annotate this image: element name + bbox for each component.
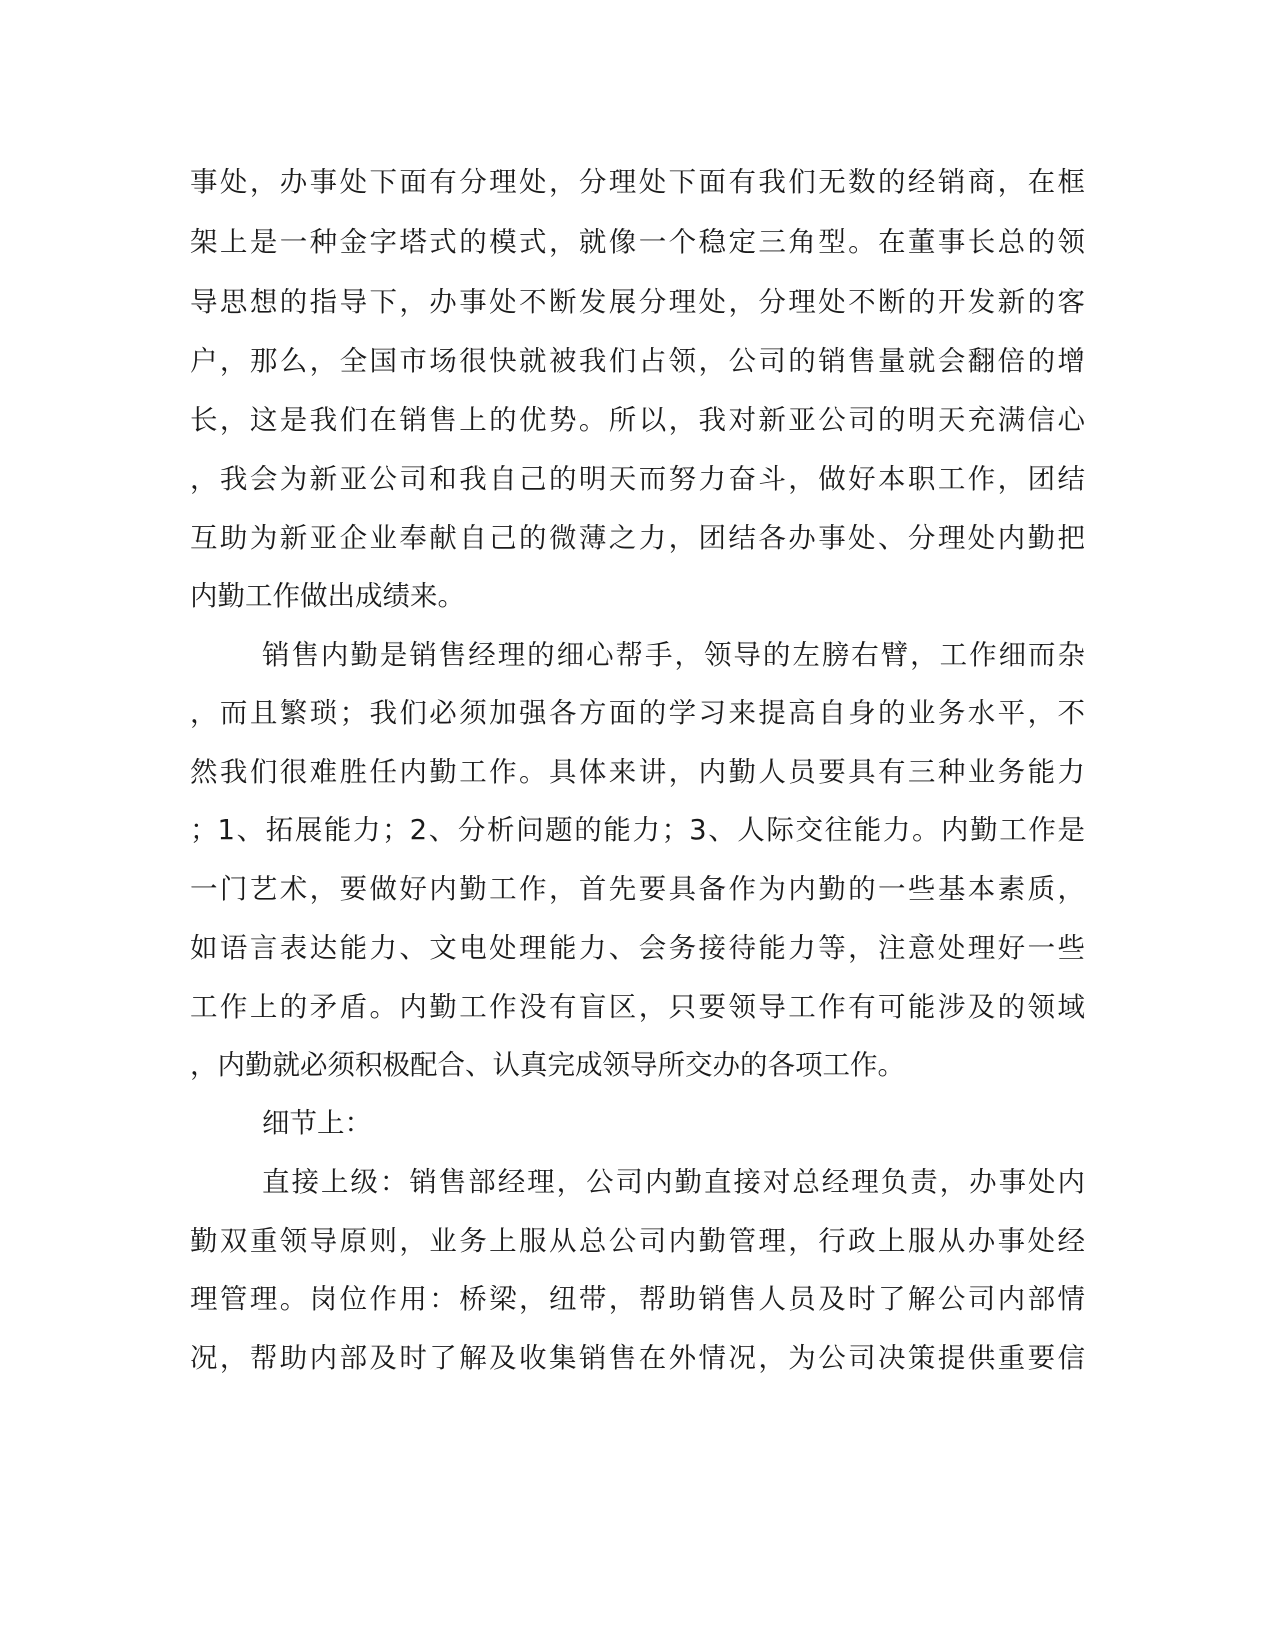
text-line: ，而且繁琐；我们必须加强各方面的学习来提高自身的业务水平，不 xyxy=(190,697,1085,729)
text-line: 导思想的指导下，办事处不断发展分理处，分理处不断的开发新的客 xyxy=(190,286,1085,318)
text-line: ；1、拓展能力；2、分析问题的能力；3、人际交往能力。内勤工作是 xyxy=(190,814,1085,846)
text-line: 事处，办事处下面有分理处，分理处下面有我们无数的经销商，在框 xyxy=(190,166,1085,198)
text-line: 户，那么，全国市场很快就被我们占领，公司的销售量就会翻倍的增 xyxy=(190,345,1085,377)
text-line: ，我会为新亚公司和我自己的明天而努力奋斗，做好本职工作，团结 xyxy=(190,463,1085,495)
text-line: 架上是一种金字塔式的模式，就像一个稳定三角型。在董事长总的领 xyxy=(190,226,1085,258)
text-line: 然我们很难胜任内勤工作。具体来讲，内勤人员要具有三种业务能力 xyxy=(190,756,1085,788)
text-line: 互助为新亚企业奉献自己的微薄之力，团结各办事处、分理处内勤把 xyxy=(190,522,1085,554)
paragraph-first-line: 销售内勤是销售经理的细心帮手，领导的左膀右臂，工作细而杂 xyxy=(262,639,1085,671)
text-line: 如语言表达能力、文电处理能力、会务接待能力等，注意处理好一些 xyxy=(190,932,1085,964)
text-line: 况，帮助内部及时了解及收集销售在外情况，为公司决策提供重要信 xyxy=(190,1342,1085,1374)
section-heading: 细节上： xyxy=(262,1107,372,1139)
text-line: 长，这是我们在销售上的优势。所以，我对新亚公司的明天充满信心 xyxy=(190,404,1085,436)
text-line: 勤双重领导原则，业务上服从总公司内勤管理，行政上服从办事处经 xyxy=(190,1225,1085,1257)
text-line: 理管理。岗位作用：桥梁，纽带，帮助销售人员及时了解公司内部情 xyxy=(190,1283,1085,1315)
paragraph-end-line: ，内勤就必须积极配合、认真完成领导所交办的各项工作。 xyxy=(190,1049,905,1081)
paragraph-end-line: 内勤工作做出成绩来。 xyxy=(190,580,465,612)
paragraph-first-line: 直接上级：销售部经理，公司内勤直接对总经理负责，办事处内 xyxy=(262,1166,1085,1198)
text-line: 一门艺术，要做好内勤工作，首先要具备作为内勤的一些基本素质， xyxy=(190,873,1085,905)
text-line: 工作上的矛盾。内勤工作没有盲区，只要领导工作有可能涉及的领域 xyxy=(190,991,1085,1023)
